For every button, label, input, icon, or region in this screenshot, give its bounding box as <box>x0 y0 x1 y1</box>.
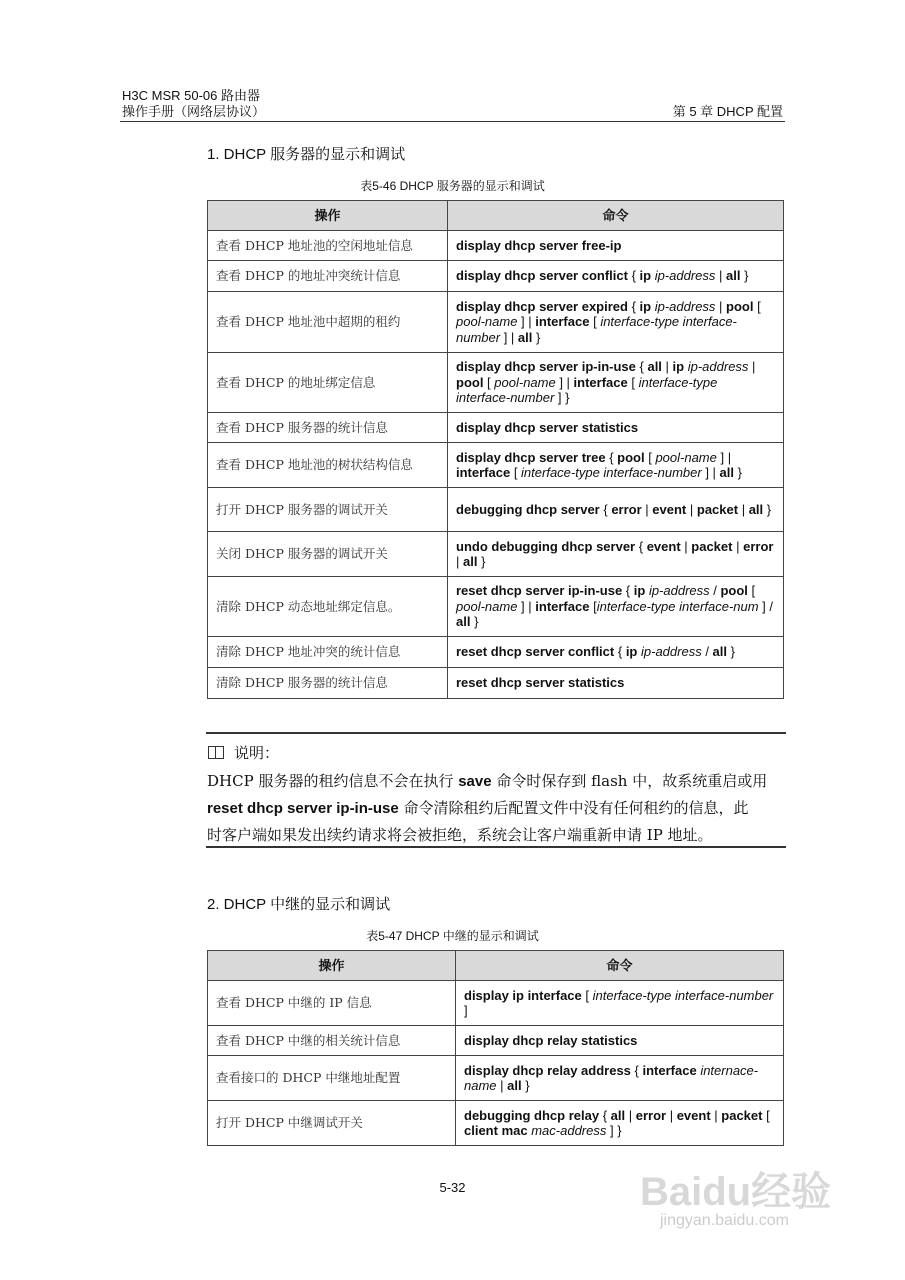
chapter-title: 第 5 章 DHCP 配置 <box>672 104 783 119</box>
keyword: all <box>719 465 734 480</box>
syntax-text: | <box>625 1107 636 1123</box>
parameter: internace-name <box>464 1062 759 1093</box>
syntax-text: } <box>532 329 541 345</box>
column-header-operation: 操作 <box>208 951 456 981</box>
keyword: reset dhcp server conflict <box>456 644 615 660</box>
parameter: mac-address <box>531 1123 607 1138</box>
keyword: display dhcp server expired <box>456 298 628 314</box>
keyword: all <box>507 1078 522 1093</box>
dhcp-relay-table <box>207 950 784 1146</box>
keyword: all <box>726 268 741 284</box>
table-row <box>208 1026 784 1056</box>
command-cell <box>456 1101 784 1146</box>
syntax-text: [ <box>762 1107 770 1123</box>
column-header-operation: 操作 <box>208 201 448 231</box>
operation-cell: 查看 DHCP 的地址绑定信息 <box>208 353 448 413</box>
keyword: display dhcp server free-ip <box>456 237 622 253</box>
operation-cell: 查看接口的 DHCP 中继地址配置 <box>208 1056 456 1101</box>
syntax-text: ] } <box>606 1123 622 1138</box>
keyword: display dhcp relay statistics <box>464 1032 638 1048</box>
syntax-text: [ <box>627 374 639 390</box>
keyword: all <box>748 501 764 517</box>
table-row <box>208 1101 784 1146</box>
command-cell <box>456 1056 784 1101</box>
parameter: pool-name <box>456 314 518 330</box>
operation-cell: 清除 DHCP 服务器的统计信息 <box>208 668 448 699</box>
syntax-text: | <box>732 538 744 554</box>
syntax-text: 命令清除租约后配置文件中没有任何租约的信息，此 <box>398 799 749 817</box>
syntax-text: | <box>496 1078 508 1093</box>
parameter: ip-address <box>687 359 749 375</box>
syntax-text: ] / <box>758 598 774 614</box>
syntax-text: | <box>666 1107 677 1123</box>
column-header-command: 命令 <box>448 201 784 231</box>
command-cell <box>448 261 784 292</box>
dhcp-server-table <box>207 200 784 699</box>
syntax-text: | <box>661 359 673 375</box>
command-cell <box>448 353 784 413</box>
table-row <box>208 488 784 532</box>
operation-cell: 查看 DHCP 服务器的统计信息 <box>208 413 448 443</box>
keyword: debugging dhcp relay <box>464 1107 600 1123</box>
keyword: all <box>517 329 533 345</box>
keyword: reset dhcp server ip-in-use <box>207 800 399 817</box>
keyword: interface <box>535 314 590 330</box>
keyword: pool <box>617 449 645 465</box>
table1-caption: 表5-46 DHCP 服务器的显示和调试 <box>360 179 545 193</box>
syntax-text: { <box>599 501 612 517</box>
note-line <box>207 768 787 795</box>
note-heading <box>208 742 279 763</box>
syntax-text: / <box>709 583 721 599</box>
keyword: display dhcp server ip-in-use <box>456 359 636 375</box>
keyword: event <box>676 1107 711 1123</box>
keyword: interface <box>456 465 511 480</box>
syntax-text: ] | <box>701 465 720 480</box>
parameter: ip-address <box>648 583 710 599</box>
keyword: ip <box>633 583 646 599</box>
parameter: interface-type interface-num <box>596 598 759 614</box>
product-name: H3C MSR 50-06 路由器 <box>122 88 260 103</box>
note-line <box>207 822 787 848</box>
keyword: all <box>463 554 478 569</box>
header-divider <box>120 121 785 122</box>
keyword: reset dhcp server ip-in-use <box>456 583 623 599</box>
syntax-text: } <box>477 554 486 569</box>
parameter: ip-address <box>654 268 716 284</box>
keyword: packet <box>691 538 733 554</box>
page-number: 5-32 <box>439 1180 466 1195</box>
table-row <box>208 292 784 353</box>
keyword: interface <box>573 374 628 390</box>
note-title: 说明： <box>234 744 280 762</box>
syntax-text: } <box>763 501 772 517</box>
syntax-text: | <box>456 554 463 569</box>
syntax-text: } <box>740 268 749 284</box>
keyword: display dhcp server conflict <box>456 268 628 284</box>
operation-cell: 清除 DHCP 动态地址绑定信息。 <box>208 577 448 637</box>
keyword: error <box>743 538 774 554</box>
syntax-text: } <box>734 465 742 480</box>
syntax-text: [ <box>581 987 593 1003</box>
command-cell <box>448 637 784 668</box>
keyword: interface <box>535 598 590 614</box>
book-icon <box>208 746 224 759</box>
syntax-text: [ <box>589 598 597 614</box>
table2-caption: 表5-47 DHCP 中继的显示和调试 <box>366 929 539 943</box>
keyword: client mac <box>464 1123 528 1138</box>
syntax-text: 时客户端如果发出续约请求将会被拒绝，系统会让客户端重新申请 IP 地址。 <box>207 826 713 844</box>
note-body <box>207 768 787 848</box>
syntax-text: [ <box>589 314 601 330</box>
syntax-text: | <box>715 298 727 314</box>
parameter: interface-type interface-number <box>456 374 718 406</box>
table-row <box>208 413 784 443</box>
operation-cell: 清除 DHCP 地址冲突的统计信息 <box>208 637 448 668</box>
syntax-text: ] | <box>555 374 574 390</box>
table-row <box>208 261 784 292</box>
manual-name: 操作手册（网络层协议） <box>122 104 266 119</box>
note-line <box>207 795 787 822</box>
parameter: pool-name <box>494 374 556 390</box>
syntax-text: { <box>635 359 648 375</box>
operation-cell: 查看 DHCP 地址池的树状结构信息 <box>208 443 448 488</box>
keyword: packet <box>721 1107 763 1123</box>
keyword: display dhcp server tree <box>456 449 606 465</box>
parameter: pool-name <box>456 598 518 614</box>
parameter: interface-type interface-number <box>456 314 737 345</box>
operation-cell: 查看 DHCP 地址池中超期的租约 <box>208 292 448 353</box>
operation-cell: 打开 DHCP 中继调试开关 <box>208 1101 456 1146</box>
command-cell <box>448 668 784 699</box>
syntax-text: [ <box>753 298 761 314</box>
syntax-text: ] | <box>517 598 536 614</box>
keyword: display dhcp server statistics <box>456 419 639 435</box>
syntax-text: { <box>605 449 618 465</box>
syntax-text: [ <box>644 449 656 465</box>
table-row <box>208 981 784 1026</box>
keyword: ip <box>625 644 638 660</box>
syntax-text: ] } <box>554 390 570 406</box>
syntax-text: ] <box>464 1003 468 1018</box>
parameter: interface-type interface-number <box>592 987 774 1003</box>
syntax-text: { <box>635 538 647 554</box>
syntax-text: } <box>727 644 735 660</box>
keyword: ip <box>639 298 652 314</box>
table-header-row <box>208 201 784 231</box>
command-cell <box>448 292 784 353</box>
keyword: debugging dhcp server <box>456 501 600 517</box>
operation-cell: 关闭 DHCP 服务器的调试开关 <box>208 532 448 577</box>
keyword: event <box>646 538 681 554</box>
parameter: ip-address <box>641 644 702 660</box>
keyword: all <box>712 644 728 660</box>
keyword: error <box>635 1107 667 1123</box>
keyword: pool <box>456 374 484 390</box>
watermark-url: jingyan.baidu.com <box>660 1212 789 1229</box>
keyword: error <box>611 501 642 517</box>
syntax-text: / <box>701 644 713 660</box>
keyword: ip <box>639 268 652 284</box>
syntax-text: ] | <box>500 329 518 345</box>
watermark-logo: Baidu经验 <box>640 1170 832 1214</box>
command-cell <box>448 443 784 488</box>
table-row <box>208 231 784 261</box>
operation-cell: 打开 DHCP 服务器的调试开关 <box>208 488 448 532</box>
syntax-text: | <box>641 501 653 517</box>
section2-title: 2. DHCP 中继的显示和调试 <box>207 896 391 913</box>
keyword: display ip interface <box>464 987 582 1003</box>
table-header-row <box>208 951 784 981</box>
table-row <box>208 353 784 413</box>
syntax-text: { <box>627 268 640 284</box>
operation-cell: 查看 DHCP 地址池的空闲地址信息 <box>208 231 448 261</box>
syntax-text: [ <box>483 374 495 390</box>
column-header-command: 命令 <box>456 951 784 981</box>
keyword: packet <box>696 501 739 517</box>
operation-cell: 查看 DHCP 的地址冲突统计信息 <box>208 261 448 292</box>
operation-cell: 查看 DHCP 中继的 IP 信息 <box>208 981 456 1026</box>
parameter: pool-name <box>655 449 717 465</box>
syntax-text: { <box>599 1107 611 1123</box>
keyword: save <box>458 773 492 790</box>
syntax-text: 命令时保存到 flash 中，故系统重启或用 <box>491 772 768 790</box>
keyword: all <box>610 1107 626 1123</box>
keyword: pool <box>720 583 748 599</box>
syntax-text: | <box>710 1107 722 1123</box>
table-row <box>208 637 784 668</box>
command-cell <box>448 532 784 577</box>
syntax-text: | <box>715 268 727 284</box>
keyword: display dhcp relay address <box>464 1062 631 1078</box>
table-row <box>208 668 784 699</box>
command-cell <box>448 231 784 261</box>
operation-cell: 查看 DHCP 中继的相关统计信息 <box>208 1026 456 1056</box>
keyword: event <box>652 501 687 517</box>
syntax-text: | <box>748 359 756 375</box>
note-bottom-rule <box>206 846 786 848</box>
syntax-text: { <box>614 644 626 660</box>
keyword: all <box>456 614 471 630</box>
command-cell <box>448 577 784 637</box>
command-cell <box>456 1026 784 1056</box>
section1-title: 1. DHCP 服务器的显示和调试 <box>207 146 406 163</box>
syntax-text: | <box>680 538 692 554</box>
table-row <box>208 1056 784 1101</box>
command-cell <box>448 488 784 532</box>
keyword: pool <box>726 298 754 314</box>
syntax-text: } <box>470 614 479 630</box>
syntax-text: | <box>686 501 697 517</box>
header-left <box>122 88 265 120</box>
table-row <box>208 577 784 637</box>
syntax-text: } <box>521 1078 530 1093</box>
table-row <box>208 443 784 488</box>
syntax-text: | <box>738 501 749 517</box>
syntax-text: [ <box>747 583 756 599</box>
keyword: all <box>647 359 662 375</box>
syntax-text: { <box>630 1062 643 1078</box>
keyword: interface <box>642 1062 697 1078</box>
command-cell <box>456 981 784 1026</box>
parameter: interface-type interface-number <box>521 465 702 480</box>
keyword: reset dhcp server statistics <box>456 675 625 691</box>
table-row <box>208 532 784 577</box>
syntax-text: { <box>627 298 640 314</box>
parameter: ip-address <box>654 298 716 314</box>
note-top-rule <box>206 732 786 734</box>
command-cell <box>448 413 784 443</box>
syntax-text: { <box>622 583 634 599</box>
syntax-text: [ <box>510 465 522 480</box>
syntax-text: ] | <box>517 314 536 330</box>
syntax-text: ] | <box>716 449 732 465</box>
keyword: undo debugging dhcp server <box>456 538 636 554</box>
syntax-text: DHCP 服务器的租约信息不会在执行 <box>207 772 459 790</box>
keyword: ip <box>672 359 685 375</box>
